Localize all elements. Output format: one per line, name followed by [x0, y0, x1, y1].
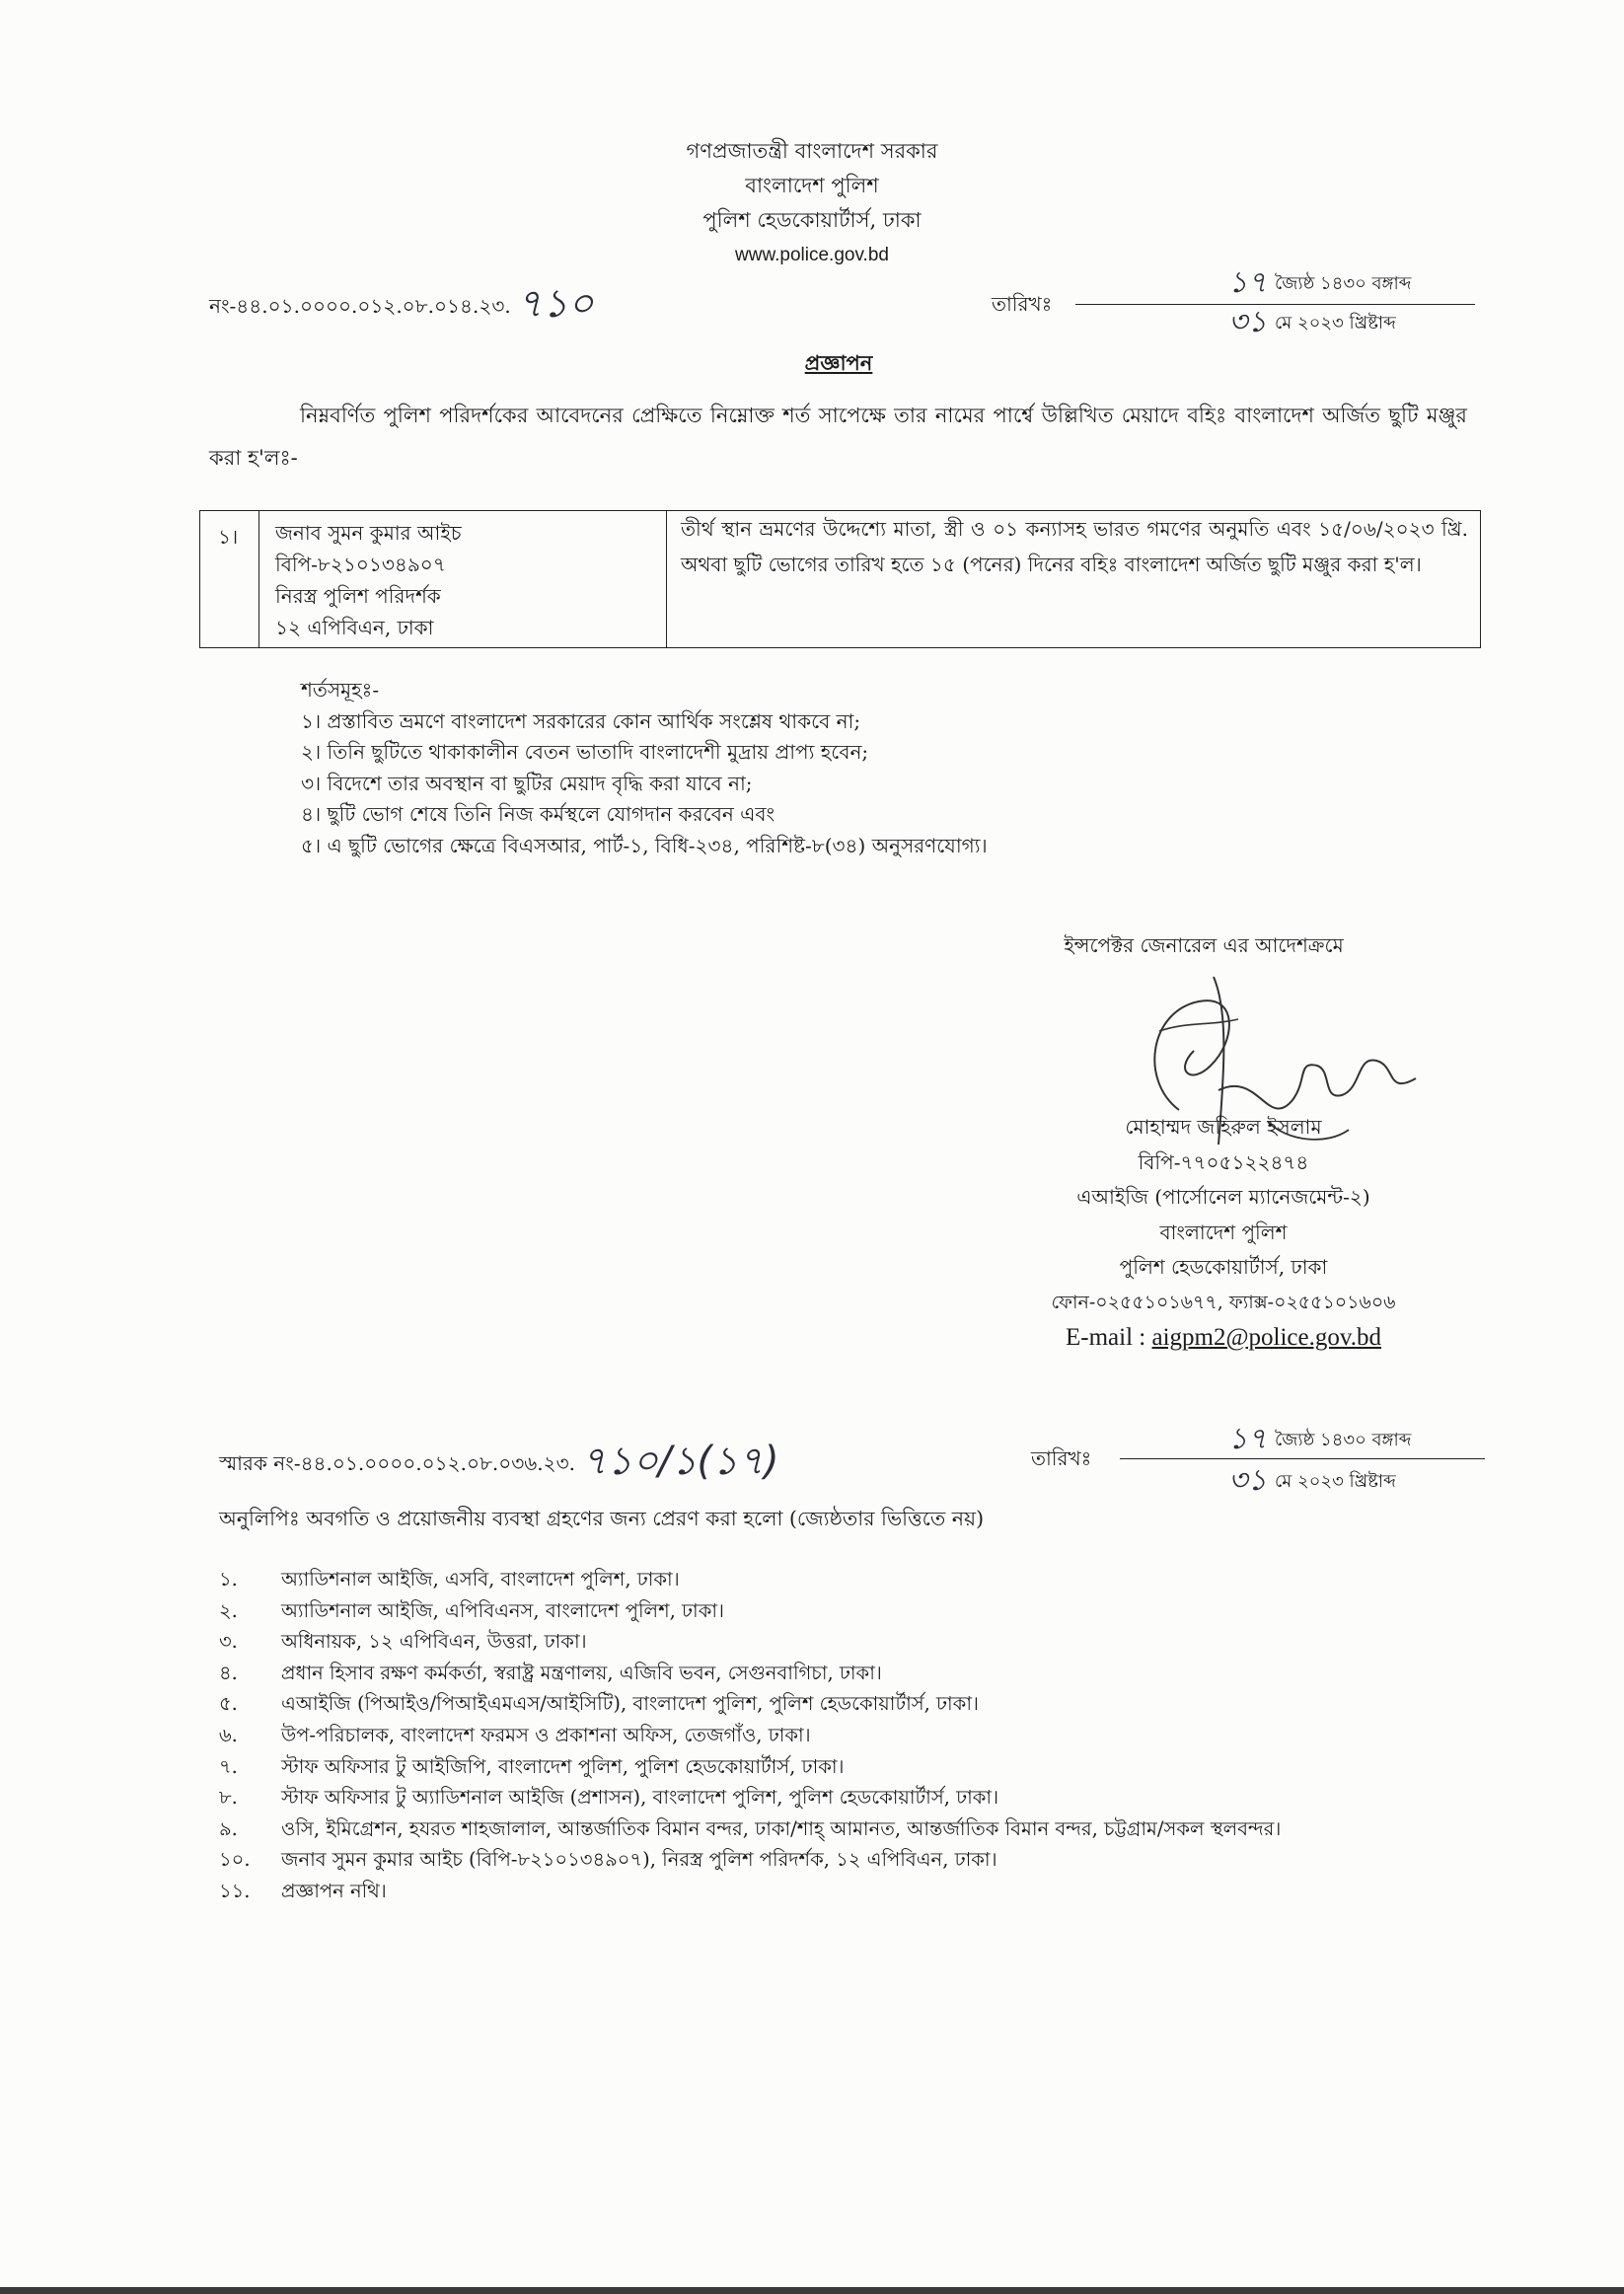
- condition-item: ৫। এ ছুটি ভোগের ক্ষেত্রে বিএসআর, পার্ট-১, বিধি-২৩৪, পরিশিষ্ট-৮(৩৪) অনুসরণযোগ্য।: [301, 833, 988, 857]
- recipient-number: ৬.: [219, 1723, 238, 1746]
- recipient-number: ৭.: [219, 1754, 238, 1778]
- signatory-designation: এআইজি (পার্সোনেল ম্যানেজমেন্ট-২): [1076, 1185, 1370, 1209]
- recipient-number: ১১.: [219, 1879, 251, 1902]
- serial-number: ১।: [218, 525, 239, 549]
- recipient-number: ৮.: [219, 1786, 238, 1810]
- list-item: [219, 1658, 1492, 1689]
- copy-date: [1031, 1421, 1485, 1500]
- gregorian-date-month-year: মে ২০২৩ খ্রিষ্টাব্দ: [1274, 1471, 1396, 1492]
- recipient-number: ৩.: [219, 1630, 238, 1654]
- bangla-date-month-year: জ্যৈষ্ঠ ১৪৩০ বঙ্গাব্দ: [1274, 273, 1412, 294]
- government-name: গণপ্রজাতন্ত্রী বাংলাদেশ সরকার: [686, 139, 938, 163]
- recipient-number: ২.: [219, 1598, 238, 1622]
- page-title: [691, 347, 987, 382]
- date-label: তারিখঃ: [1031, 1446, 1092, 1470]
- list-item: [219, 1564, 1492, 1595]
- office-name: পুলিশ হেডকোয়ার্টার্স, ঢাকা: [702, 208, 922, 232]
- recipient-text: এআইজি (পিআইও/পিআইএমএস/আইসিটি), বাংলাদেশ পুলিশ, পুলিশ হেডকোয়ার্টার্স, ঢাকা।: [281, 1692, 979, 1716]
- bangla-date-month-year: জ্যৈষ্ঠ ১৪৩০ বঙ্গাব্দ: [1274, 1430, 1412, 1450]
- list-item: [219, 1595, 1492, 1627]
- signature-stroke: [1159, 1019, 1238, 1031]
- authority-line: ইন্সপেক্টর জেনারেল এর আদেশক্রমে: [1064, 933, 1344, 957]
- letterhead: [0, 134, 1624, 272]
- condition-item: ১। প্রস্তাবিত ভ্রমণে বাংলাদেশ সরকারের কোন আর্থিক সংশ্লেষ থাকবে না;: [301, 708, 861, 733]
- notification-title: প্রজ্ঞাপন: [804, 350, 873, 375]
- scan-edge: [0, 2287, 1624, 2294]
- recipient-text: জনাব সুমন কুমার আইচ (বিপি-৮২১০১৩৪৯০৭), নিরস্ত্র পুলিশ পরিদর্শক, ১২ এপিবিএন, ঢাকা।: [281, 1848, 997, 1872]
- officer-cell: [259, 511, 667, 648]
- recipient-text: স্টাফ অফিসার টু আইজিপি, বাংলাদেশ পুলিশ, পুলিশ হেডকোয়ার্টার্স, ঢাকা।: [281, 1754, 845, 1778]
- bangla-date-day: ১৭: [1228, 1422, 1267, 1456]
- recipient-text: ওসি, ইমিগ্রেশন, হযরত শাহজালাল, আন্তর্জাতিক বিমান বন্দর, ঢাকা/শাহ্ আমানত, আন্তর্জাতিক বিমান বন্দর, চট্টগ্রাম/সকল স্থলবন্দর।: [281, 1816, 1282, 1840]
- list-item: [219, 1626, 1492, 1658]
- signatory-phone-fax: ফোন-০২৫৫১০১৬৭৭, ফ্যাক্স-০২৫৫১০১৬০৬: [1051, 1291, 1396, 1313]
- copy-memo-handwritten: ৭১০/১(১৭): [581, 1439, 779, 1484]
- signatory-organization: বাংলাদেশ পুলিশ: [1159, 1220, 1288, 1244]
- signatory-name: মোহাম্মদ জহিরুল ইসলাম: [1125, 1115, 1322, 1139]
- recipient-text: অধিনায়ক, ১২ এপিবিএন, উত্তরা, ঢাকা।: [281, 1630, 587, 1654]
- gregorian-date: [1228, 1463, 1396, 1498]
- email-label: E-mail :: [1066, 1324, 1152, 1351]
- gregorian-date-day: ৩১: [1228, 305, 1267, 339]
- list-item: [219, 1876, 1492, 1907]
- copy-memo-number: স্মারক নং-৪৪.০১.০০০০.০১২.০৮.০৩৬.২৩.: [219, 1451, 576, 1475]
- officer-bp-number: বিপি-৮২১০১৩৪৯০৭: [275, 553, 446, 576]
- signature-stroke: [1154, 1000, 1229, 1110]
- officer-name: জনাব সুমন কুমার আইচ: [275, 521, 462, 545]
- list-item: [219, 1688, 1492, 1720]
- copy-intro: অনুলিপিঃ অবগতি ও প্রয়োজনীয় ব্যবস্থা গ্রহণের জন্য প্রেরণ করা হলো (জ্যেষ্ঠতার ভিত্তিতে নয়): [219, 1507, 985, 1530]
- list-item: [219, 1751, 1492, 1783]
- memo-date: [992, 266, 1475, 345]
- date-label: তারিখঃ: [992, 292, 1053, 316]
- gregorian-date-day: ৩১: [1228, 1463, 1267, 1498]
- gregorian-date-month-year: মে ২০২৩ খ্রিষ্টাব্দ: [1274, 313, 1396, 333]
- recipient-text: অ্যাডিশনাল আইজি, এপিবিএনস, বাংলাদেশ পুলিশ, ঢাকা।: [281, 1598, 724, 1622]
- memo-reference: [209, 281, 594, 331]
- recipient-number: ১০.: [219, 1848, 251, 1872]
- officer-unit: ১২ এপিবিএন, ঢাকা: [275, 616, 434, 639]
- organization-name: বাংলাদেশ পুলিশ: [745, 174, 879, 197]
- bangla-date-day: ১৭: [1228, 265, 1267, 300]
- notification-intro: নিম্নবর্ণিত পুলিশ পরিদর্শকের আবেদনের প্রেক্ষিতে নিম্নোক্ত শর্ত সাপেক্ষে তার নামের পার্শ্বে উল্লিখিত মেয়াদে বহিঃ বাংলাদেশ অর্জিত ছুটি মঞ্জুর করা হ'লঃ-: [209, 404, 1467, 470]
- recipient-text: স্টাফ অফিসার টু অ্যাডিশনাল আইজি (প্রশাসন), বাংলাদেশ পুলিশ, পুলিশ হেডকোয়ার্টার্স, ঢাকা।: [281, 1786, 999, 1810]
- website: www.police.gov.bd: [735, 245, 889, 265]
- condition-item: ২। তিনি ছুটিতে থাকাকালীন বেতন ভাতাদি বাংলাদেশী মুদ্রায় প্রাপ্য হবেন;: [301, 740, 869, 764]
- bangla-date: [1228, 265, 1412, 300]
- bangla-date: [1228, 1422, 1412, 1456]
- condition-item: ৩। বিদেশে তার অবস্থান বা ছুটির মেয়াদ বৃদ্ধি করা যাবে না;: [301, 771, 753, 795]
- leave-table: [199, 510, 1481, 648]
- signatory-email-line: [967, 1320, 1480, 1356]
- condition-item: ৪। ছুটি ভোগ শেষে তিনি নিজ কর্মস্থলে যোগদান করবেন এবং: [301, 802, 775, 826]
- signatory-bp-number: বিপি-৭৭০৫১২২৪৭৪: [1138, 1149, 1309, 1174]
- recipient-number: ৯.: [219, 1816, 238, 1840]
- signature-stroke: [1218, 1060, 1416, 1108]
- list-item: [219, 1844, 1492, 1876]
- list-item: [219, 1720, 1492, 1751]
- conditions: [301, 675, 1475, 861]
- conditions-heading: শর্তসমূহঃ-: [301, 678, 380, 702]
- recipient-text: অ্যাডিশনাল আইজি, এসবি, বাংলাদেশ পুলিশ, ঢাকা।: [281, 1568, 680, 1591]
- recipient-number: ৪.: [219, 1661, 238, 1684]
- gregorian-date: [1228, 305, 1396, 339]
- memo-ref-handwritten: ৭১০: [516, 281, 594, 327]
- table-row: [200, 511, 1481, 648]
- signatory-office: পুলিশ হেডকোয়ার্টার্স, ঢাকা: [1119, 1255, 1328, 1279]
- recipient-text: উপ-পরিচালক, বাংলাদেশ ফরমস ও প্রকাশনা অফিস, তেজগাঁও, ঢাকা।: [281, 1723, 811, 1746]
- recipient-text: প্রজ্ঞাপন নথি।: [281, 1879, 387, 1902]
- officer-designation: নিরস্ত্র পুলিশ পরিদর্শক: [275, 584, 441, 608]
- copy-memo-reference: [219, 1439, 779, 1488]
- date-divider: [1075, 304, 1475, 305]
- signatory-block: [967, 1110, 1480, 1356]
- date-divider: [1120, 1458, 1485, 1459]
- recipient-number: ৫.: [219, 1692, 238, 1716]
- memo-ref-number: নং-৪৪.০১.০০০০.০১২.০৮.০১৪.২৩.: [209, 294, 511, 318]
- email-address: aigpm2@police.gov.bd: [1151, 1324, 1381, 1351]
- recipient-text: প্রধান হিসাব রক্ষণ কর্মকর্তা, স্বরাষ্ট্র মন্ত্রণালয়, এজিবি ভবন, সেগুনবাগিচা, ঢাকা।: [281, 1661, 882, 1684]
- serial-cell: [200, 511, 259, 648]
- list-item: [219, 1813, 1492, 1845]
- leave-details-cell: তীর্থ স্থান ভ্রমণের উদ্দেশ্যে মাতা, স্ত্রী ও ০১ কন্যাসহ ভারত গমণের অনুমতি এবং ১৫/০৬/২০২৩ খ্রি. অথবা ছুটি ভোগের তারিখ হতে ১৫ (পনের) দিনের বহিঃ বাংলাদেশ অর্জিত ছুটি মঞ্জুর করা হ'ল।: [667, 511, 1481, 648]
- recipient-number: ১.: [219, 1568, 238, 1591]
- recipient-list: [219, 1564, 1492, 1907]
- list-item: [219, 1782, 1492, 1813]
